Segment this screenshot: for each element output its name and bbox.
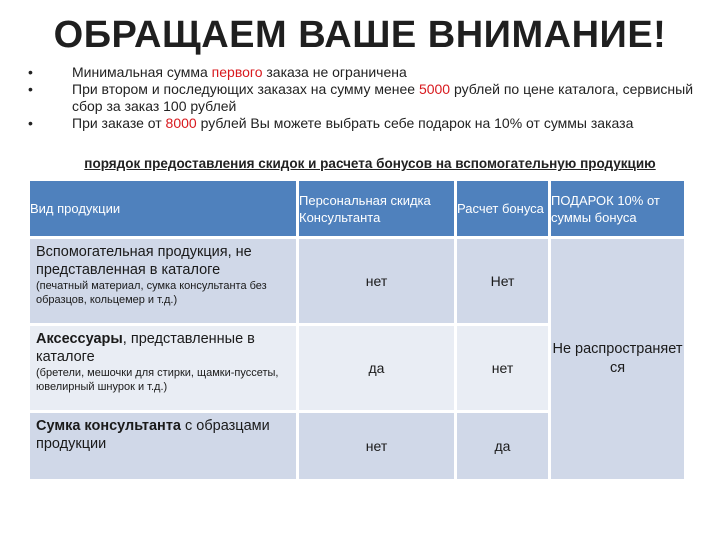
table-caption: порядок предоставления скидок и расчета бонусов на вспомогательную продукцию <box>84 156 656 171</box>
notice-text: Минимальная сумма <box>72 64 212 80</box>
notice-item <box>28 81 708 115</box>
notice-highlight: первого <box>211 64 263 80</box>
product-note: (печатный материал, сумка консультанта без образцов, кольцемер и т.д.) <box>36 280 267 306</box>
table-row <box>30 239 687 326</box>
product-cell <box>30 326 299 413</box>
column-header: ПОДАРОК 10% от суммы бонуса <box>551 181 687 239</box>
gift-cell: Не распространяет ся <box>551 239 687 482</box>
notice-text: заказа не ограничена <box>262 64 407 80</box>
notice-highlight: 5000 <box>418 81 451 97</box>
product-cell <box>30 239 299 326</box>
bullet-icon: • <box>28 64 33 80</box>
bonus-cell: Нет <box>457 239 551 326</box>
notice-text: При втором и последующих заказах на сумму менее <box>72 81 419 97</box>
column-header: Персональная скидка Консультанта <box>299 181 457 239</box>
product-name: Сумка консультанта <box>36 418 181 434</box>
discount-cell: нет <box>299 239 457 326</box>
notice-highlight: 8000 <box>165 115 197 131</box>
product-note: (бретели, мешочки для стирки, щамки-пуссеты, ювелирный шнурок и т.д.) <box>36 367 279 393</box>
bonus-cell: нет <box>457 326 551 413</box>
notice-item <box>28 64 708 81</box>
column-header: Расчет бонуса <box>457 181 551 239</box>
discount-cell: нет <box>299 413 457 482</box>
table-header-row <box>30 181 687 239</box>
notice-text: рублей Вы можете выбрать себе подарок на 10% от суммы заказа <box>196 115 634 131</box>
notice-item <box>28 115 708 132</box>
discount-table <box>30 181 687 482</box>
product-name-rest: с образцами продукции <box>36 418 270 452</box>
product-cell <box>30 413 299 482</box>
notice-text: рублей по цене каталога, сервисный сбор за заказ 100 рублей <box>72 81 694 114</box>
product-name: Аксессуары <box>36 331 123 347</box>
product-name-rest: , представленные в каталоге <box>36 331 255 365</box>
notice-list <box>28 64 708 132</box>
product-name-rest: , не представленная в каталоге <box>36 244 252 278</box>
bullet-icon: • <box>28 81 33 97</box>
bullet-icon: • <box>28 115 33 131</box>
notice-text: При заказе от <box>72 115 166 131</box>
bonus-cell: да <box>457 413 551 482</box>
product-name: Вспомогательная продукция <box>36 244 228 260</box>
column-header: Вид продукции <box>30 181 299 239</box>
discount-cell: да <box>299 326 457 413</box>
page-title: ОБРАЩАЕМ ВАШЕ ВНИМАНИЕ! <box>53 14 667 56</box>
